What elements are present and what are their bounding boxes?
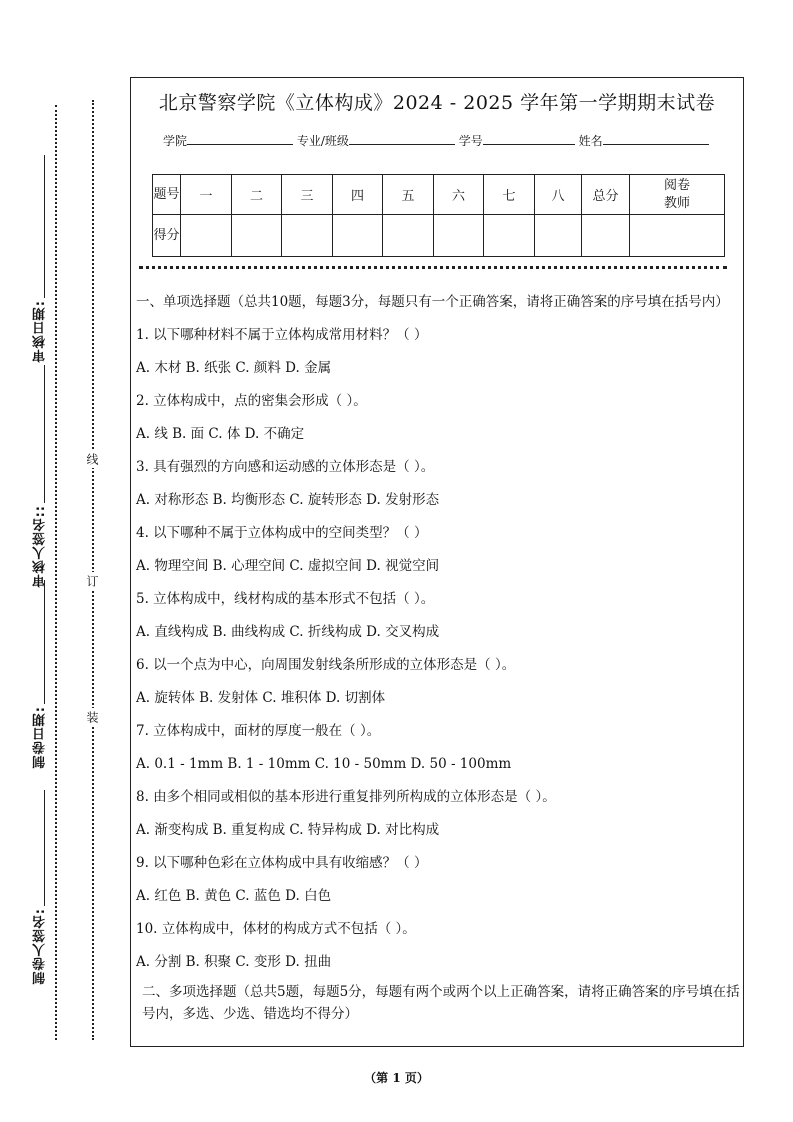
cut-line-char-ding: 订: [86, 572, 98, 590]
section2-heading: 二、多项选择题（总共5题，每题5分，每题有两个或两个以上正确答案，请将正确答案的序号填在括号内，多选、少选、错选均不得分）: [142, 984, 740, 1022]
question-stem: 8. 由多个相同或相似的基本形进行重复排列所构成的立体形态是（ ）。: [136, 789, 556, 805]
question-stem: 6. 以一个点为中心，向周围发射线条所形成的立体形态是（ ）。: [136, 657, 516, 673]
prepared-date-label: 制卷日期:: [33, 706, 48, 769]
score-cell[interactable]: [582, 215, 630, 257]
exam-title: 北京警察学院《立体构成》2024 - 2025 学年第一学期期末试卷: [158, 92, 716, 114]
score-cell[interactable]: [535, 215, 582, 257]
question-stem: 10. 立体构成中，体材的构成方式不包括（ ）。: [136, 921, 416, 937]
score-cell[interactable]: [383, 215, 434, 257]
cut-line-char-zhuang: 装: [86, 708, 98, 726]
score-cell[interactable]: [282, 215, 333, 257]
question-number-header: 题号: [153, 175, 181, 215]
question-options: A. 分割 B. 积聚 C. 变形 D. 扭曲: [136, 954, 332, 970]
cut-line-char-xian: 线: [86, 450, 98, 468]
major-class-label: 专业/班级: [296, 134, 349, 148]
college-label: 学院: [163, 134, 188, 148]
score-col-3: 三: [282, 175, 333, 215]
question-options: A. 0.1 - 1mm B. 1 - 10mm C. 10 - 50mm D. 50 - 100mm: [136, 756, 512, 772]
question-stem: 3. 具有强烈的方向感和运动感的立体形态是（ ）。: [136, 459, 435, 475]
score-cell[interactable]: [181, 215, 232, 257]
question-stem: 4. 以下哪种不属于立体构成中的空间类型？（ ）: [136, 525, 428, 541]
question-options: A. 木材 B. 纸张 C. 颜料 D. 金属: [136, 360, 332, 376]
preparer-signature-label: 制卷人签名:: [33, 908, 48, 985]
question-stem: 1. 以下哪种材料不属于立体构成常用材料？（ ）: [136, 327, 428, 343]
question-stem: 7. 立体构成中，面材的厚度一般在（ ）。: [136, 723, 381, 739]
question-options: A. 渐变构成 B. 重复构成 C. 特异构成 D. 对比构成: [136, 822, 440, 838]
question-options: A. 红色 B. 黄色 C. 蓝色 D. 白色: [136, 888, 332, 904]
score-col-1: 一: [181, 175, 232, 215]
score-cell[interactable]: [434, 215, 484, 257]
question-options: A. 线 B. 面 C. 体 D. 不确定: [136, 426, 305, 442]
preparer-signature-line: [44, 790, 45, 906]
exam-body: [136, 291, 740, 1025]
score-col-grader: 阅卷教师: [630, 175, 725, 215]
score-table: [152, 174, 725, 257]
score-cell[interactable]: [232, 215, 282, 257]
score-col-2: 二: [232, 175, 282, 215]
score-cell[interactable]: [630, 215, 725, 257]
section1-heading: 一、单项选择题（总共10题，每题3分，每题只有一个正确答案，请将正确答案的序号填在括号内）: [136, 294, 729, 310]
exam-frame: [130, 77, 744, 1047]
score-col-total: 总分: [582, 175, 630, 215]
student-info-row: [163, 132, 709, 149]
name-label: 姓名: [578, 134, 603, 148]
header-dotted-separator: [139, 266, 727, 269]
score-cell[interactable]: [333, 215, 383, 257]
page-number: （第 1 页）: [364, 1071, 429, 1085]
question-stem: 2. 立体构成中，点的密集会形成（ ）。: [136, 393, 367, 409]
question-stem: 5. 立体构成中，线材构成的基本形式不包括（ ）。: [136, 591, 435, 607]
question-options: A. 对称形态 B. 均衡形态 C. 旋转形态 D. 发射形态: [136, 492, 440, 508]
score-col-4: 四: [333, 175, 383, 215]
student-id-field[interactable]: [483, 132, 575, 145]
score-col-6: 六: [434, 175, 484, 215]
score-col-7: 七: [484, 175, 535, 215]
score-col-5: 五: [383, 175, 434, 215]
reviewed-date-line: [44, 155, 45, 298]
college-field[interactable]: [187, 132, 293, 145]
reviewed-date-label: 审核日期:: [33, 300, 48, 363]
question-options: A. 旋转体 B. 发射体 C. 堆积体 D. 切割体: [136, 690, 386, 706]
name-field[interactable]: [603, 132, 709, 145]
major-class-field[interactable]: [349, 132, 455, 145]
reviewer-signature-line: [44, 365, 45, 503]
prepared-date-line: [44, 580, 45, 704]
score-cell[interactable]: [484, 215, 535, 257]
score-row-header: 得分: [153, 215, 181, 257]
binding-dotted-line-inner: [92, 100, 94, 1040]
question-stem: 9. 以下哪种色彩在立体构成中具有收缩感？（ ）: [136, 855, 428, 871]
score-col-8: 八: [535, 175, 582, 215]
student-id-label: 学号: [458, 134, 483, 148]
question-options: A. 物理空间 B. 心理空间 C. 虚拟空间 D. 视觉空间: [136, 558, 440, 574]
reviewer-signature-label: 审核人签名::: [33, 505, 48, 588]
question-options: A. 直线构成 B. 曲线构成 C. 折线构成 D. 交叉构成: [136, 624, 440, 640]
binding-dotted-line-outer: [55, 105, 57, 1040]
